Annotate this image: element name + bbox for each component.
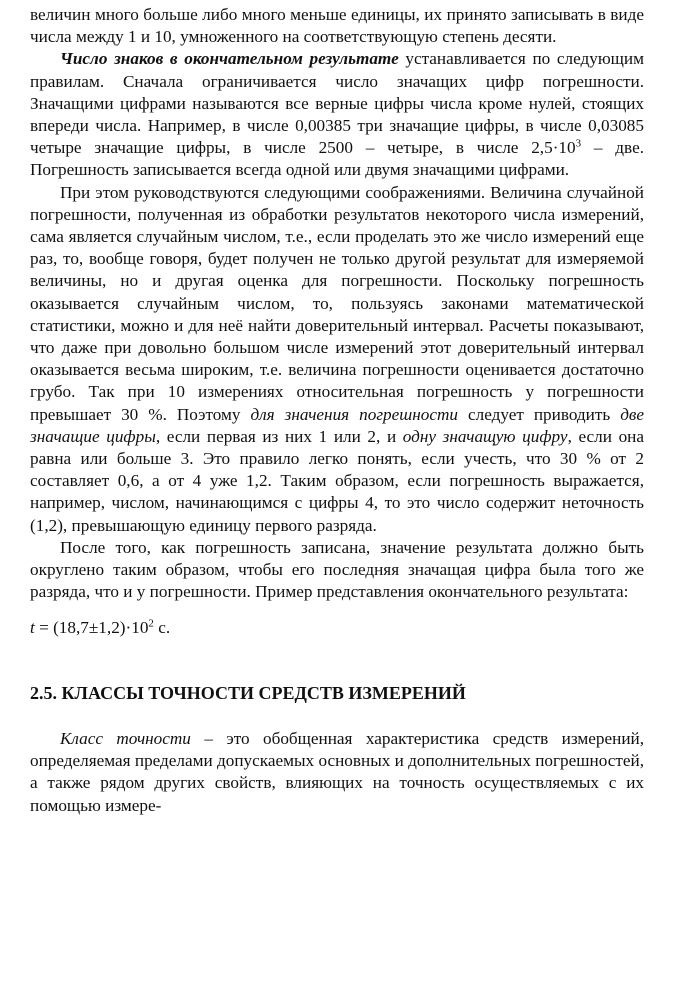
paragraph-scientific-notation: величин много больше либо много меньше единицы, их принято записывать в виде числа между 1 и 10, умноженного на соответствующую степень десяти. bbox=[30, 5, 644, 47]
formula-exponent: 2 bbox=[148, 617, 154, 630]
section-heading: 2.5. КЛАССЫ ТОЧНОСТИ СРЕДСТВ ИЗМЕРЕНИЙ bbox=[30, 682, 466, 703]
term-number-of-digits: Число знаков в окончательном результате bbox=[60, 49, 399, 69]
text-run: При этом руководствуются следующими соображениями. Величина случайной погрешности, полученная из обработки результатов некоторого числа измерений, сама является случайным числом, т.е., если проделать это же число измерений еще раз, то, вообще говоря, будет получен не только другой результат для измеряемой величины, но и другая оценка для погрешности. Поскольку погрешность оказывается случайным числом, то, пользуясь законами математической статистики, можно и для неё найти доверительный интервал. Расчеты показывают, что даже при довольно большом числе измерений этот доверительный интервал оказывается весьма широким, т.е. величина погрешности оценивается достаточно грубо. Так при 10 измерениях относительная погрешность у погрешности превышает 30 %. Поэтому bbox=[30, 182, 644, 424]
text-run: , если она равна или больше 3. Это правило легко понять, если учесть, что 30 % от 2 составляет 0,6, а от 4 уже 1,2. Таким образом, если погрешность выражается, например, числом, начинающимся с цифры 4, то это число содержит неточность (1,2), превышающую единицу первого разряда. bbox=[30, 426, 645, 535]
formula-unit: с. bbox=[153, 618, 171, 638]
exponent: 3 bbox=[575, 137, 582, 150]
formula-body: = (18,7±1,2)·10 bbox=[34, 618, 149, 638]
emphasis-error-value: для значения погрешности bbox=[250, 404, 458, 424]
text-run: устанавливается по следующим правилам. Сначала ограничивается число значащих цифр погрешности. Значащими цифрами называются все верные цифры числа кроме нулей, стоящих впереди числа. Например, в числе 0,00385 три значащие цифры, в числе 0,03085 четыре значащие цифры, в числе 2500 – четыре, в числе 2,5·10 bbox=[30, 49, 644, 158]
term-accuracy-class: Класс точности bbox=[60, 728, 191, 748]
text-run: – две. Погрешность записывается всегда одной или двумя значащими цифрами. bbox=[30, 138, 644, 180]
paragraph-significant-digits bbox=[30, 48, 644, 181]
paragraph-error-considerations bbox=[30, 182, 644, 537]
document-page bbox=[30, 4, 644, 817]
result-formula bbox=[30, 617, 644, 639]
text-run: следует приводить bbox=[458, 404, 621, 424]
paragraph-rounding: После того, как погрешность записана, значение результата должно быть округлено таким образом, чтобы его последняя значащая цифра была того же разряда, что и у погрешности. Пример представления окончательного результата: bbox=[30, 537, 644, 602]
text-run: , если первая из них 1 или 2, и bbox=[155, 426, 403, 446]
emphasis-two-digits: две значащие цифры bbox=[30, 404, 644, 446]
emphasis-one-digit: одну значащую цифру bbox=[402, 426, 568, 446]
paragraph-accuracy-class bbox=[30, 728, 644, 817]
text-run: – это обобщенная характеристика средств измерений, определяемая пределами допускаемых основных и дополнительных погрешностей, а также рядом других свойств, влияющих на точность осуществляемых с их помощью измере- bbox=[30, 728, 645, 815]
formula-variable: t bbox=[30, 618, 35, 638]
